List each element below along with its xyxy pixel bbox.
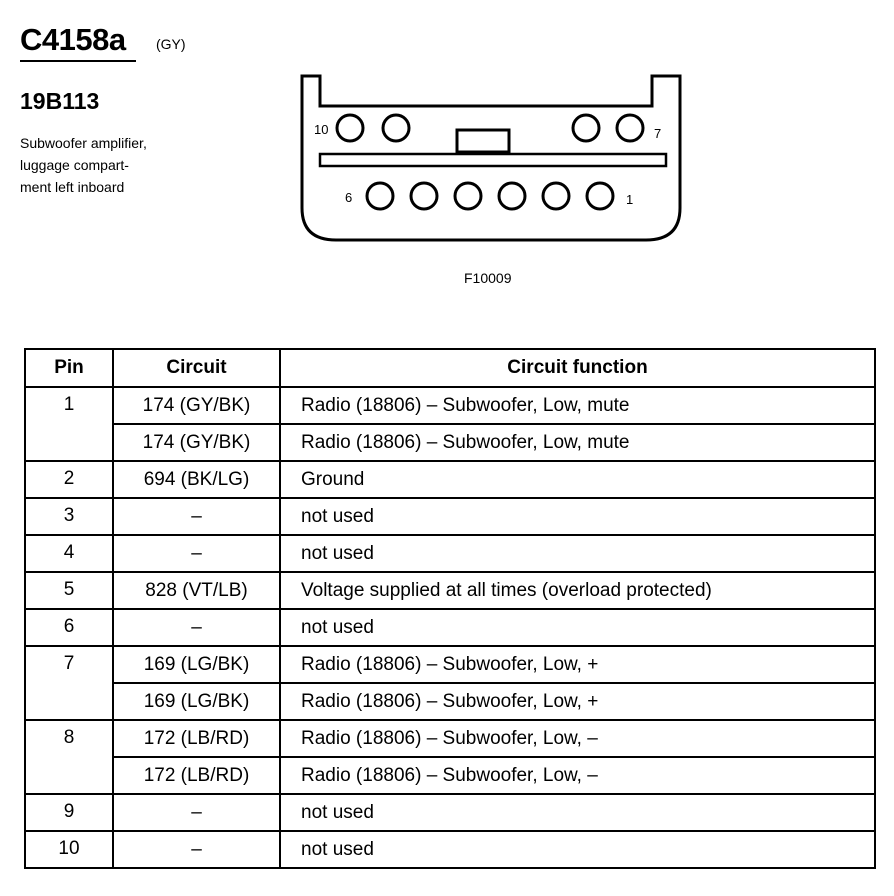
circuit-cell: – — [113, 831, 280, 868]
function-cell: not used — [280, 831, 875, 868]
table-row — [25, 646, 875, 683]
function-cell: not used — [280, 535, 875, 572]
pin-cell: 10 — [25, 831, 113, 868]
pin-cell: 3 — [25, 498, 113, 535]
header-pin: Pin — [25, 349, 113, 387]
pin-2 — [543, 183, 569, 209]
circuit-cell: 172 (LB/RD) — [113, 720, 280, 757]
table-row — [25, 424, 875, 461]
circuit-cell: 694 (BK/LG) — [113, 461, 280, 498]
pin-6 — [367, 183, 393, 209]
function-cell: Voltage supplied at all times (overload protected) — [280, 572, 875, 609]
label-pin-10: 10 — [314, 122, 329, 137]
circuit-cell: – — [113, 609, 280, 646]
pin-3 — [499, 183, 525, 209]
circuit-cell: 174 (GY/BK) — [113, 387, 280, 424]
pin-1 — [587, 183, 613, 209]
part-number: 19B113 — [20, 88, 100, 114]
pinout-table — [24, 348, 876, 869]
label-pin-6: 6 — [345, 190, 353, 205]
label-pin-1: 1 — [626, 192, 634, 207]
function-cell: Radio (18806) – Subwoofer, Low, mute — [280, 387, 875, 424]
locking-tab — [457, 130, 509, 152]
separator-bar — [320, 154, 666, 166]
table-row — [25, 683, 875, 720]
circuit-cell: 828 (VT/LB) — [113, 572, 280, 609]
connector-housing — [302, 76, 680, 240]
pin-8 — [573, 115, 599, 141]
circuit-cell: 169 (LG/BK) — [113, 646, 280, 683]
function-cell: Radio (18806) – Subwoofer, Low, mute — [280, 424, 875, 461]
table-row — [25, 757, 875, 794]
connector-id: C4158a — [20, 22, 126, 57]
circuit-cell: 172 (LB/RD) — [113, 757, 280, 794]
table-row — [25, 461, 875, 498]
function-cell: Radio (18806) – Subwoofer, Low, – — [280, 757, 875, 794]
pin-cell: 5 — [25, 572, 113, 609]
circuit-cell: – — [113, 794, 280, 831]
circuit-cell: 174 (GY/BK) — [113, 424, 280, 461]
pin-cell: 8 — [25, 720, 113, 794]
pin-cell: 7 — [25, 646, 113, 720]
pin-10 — [337, 115, 363, 141]
table-row — [25, 831, 875, 868]
circuit-cell: 169 (LG/BK) — [113, 683, 280, 720]
label-pin-7: 7 — [654, 126, 662, 141]
header-circuit-function: Circuit function — [280, 349, 875, 387]
table-row — [25, 498, 875, 535]
function-cell: not used — [280, 794, 875, 831]
pin-cell: 9 — [25, 794, 113, 831]
pin-cell: 2 — [25, 461, 113, 498]
circuit-cell: – — [113, 498, 280, 535]
figure-code: F10009 — [464, 270, 512, 286]
function-cell: Radio (18806) – Subwoofer, Low, + — [280, 683, 875, 720]
function-cell: not used — [280, 609, 875, 646]
pin-4 — [455, 183, 481, 209]
color-code: (GY) — [156, 36, 186, 52]
table-row — [25, 794, 875, 831]
pin-5 — [411, 183, 437, 209]
function-cell: not used — [280, 498, 875, 535]
table-row — [25, 387, 875, 424]
function-cell: Ground — [280, 461, 875, 498]
table-row — [25, 572, 875, 609]
table-row — [25, 609, 875, 646]
component-description: Subwoofer amplifier, luggage compart- ment left inboard — [20, 135, 147, 195]
pin-7 — [617, 115, 643, 141]
table-row — [25, 535, 875, 572]
title-underline — [20, 60, 136, 62]
function-cell: Radio (18806) – Subwoofer, Low, – — [280, 720, 875, 757]
pin-cell: 1 — [25, 387, 113, 461]
table-row — [25, 720, 875, 757]
pin-9 — [383, 115, 409, 141]
pin-cell: 6 — [25, 609, 113, 646]
circuit-cell: – — [113, 535, 280, 572]
connector-face-diagram — [290, 68, 690, 248]
function-cell: Radio (18806) – Subwoofer, Low, + — [280, 646, 875, 683]
header-circuit: Circuit — [113, 349, 280, 387]
pin-cell: 4 — [25, 535, 113, 572]
